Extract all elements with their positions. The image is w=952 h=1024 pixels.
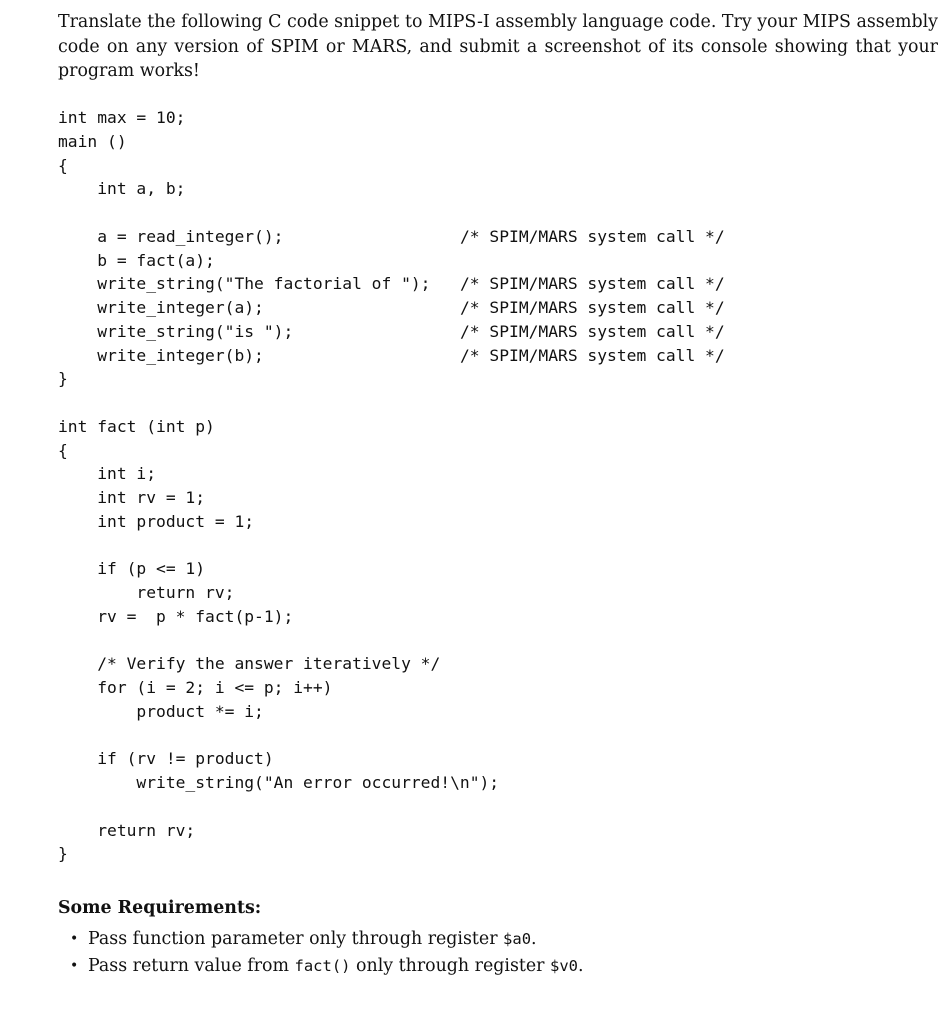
code-text: int product = 1;	[58, 511, 255, 531]
code-text: {	[58, 440, 68, 460]
function-code: fact()	[294, 957, 351, 975]
code-line	[58, 486, 499, 510]
code-line	[58, 771, 499, 795]
code-line	[58, 367, 499, 391]
code-text: return rv;	[58, 820, 196, 840]
code-line	[58, 629, 499, 653]
code-text: write_integer(b);	[58, 345, 264, 365]
code-line	[58, 724, 499, 748]
register-code: $a0	[503, 930, 532, 948]
code-text: write_integer(a);	[58, 298, 264, 317]
code-line	[58, 652, 499, 676]
code-text: int max = 10;	[58, 108, 186, 127]
code-line	[58, 130, 499, 154]
code-line	[58, 201, 499, 225]
code-text: }	[58, 369, 68, 389]
code-text: b = fact(a);	[58, 250, 215, 270]
code-line	[58, 676, 499, 700]
code-line	[58, 747, 499, 771]
document-page	[58, 10, 938, 976]
code-line	[58, 154, 499, 178]
code-text: a = read_integer();	[58, 226, 284, 246]
requirements-section	[58, 896, 584, 980]
code-comment: /* SPIM/MARS system call */	[460, 298, 725, 317]
code-comment: /* SPIM/MARS system call */	[460, 345, 725, 365]
intro-paragraph: Translate the following C code snippet to MIPS-I assembly language code. Try your MIPS assembly code on any version of SPIM or MARS, and submit a screenshot of its console showing that your program works!	[58, 12, 938, 81]
code-line	[58, 106, 499, 130]
code-text: }	[58, 844, 68, 864]
code-line	[58, 510, 499, 534]
code-text: for (i = 2; i <= p; i++)	[58, 678, 333, 697]
code-line	[58, 225, 725, 249]
code-line	[58, 581, 499, 605]
code-text: int rv = 1;	[58, 488, 206, 507]
code-line	[58, 177, 499, 201]
code-text: product *= i;	[58, 701, 264, 721]
code-comment: /* SPIM/MARS system call */	[460, 226, 725, 246]
code-text: write_string("An error occurred!\n");	[58, 773, 500, 792]
code-text: if (p <= 1)	[58, 559, 206, 579]
requirement-item: • Pass return value from fact() only through register $v0.	[88, 953, 584, 980]
code-text: if (rv != product)	[58, 749, 274, 769]
code-text: int i;	[58, 464, 157, 484]
bullet-icon: •	[70, 958, 79, 974]
code-line	[58, 249, 499, 273]
code-line	[58, 700, 499, 724]
code-text: int a, b;	[58, 179, 186, 199]
code-text: int fact (int p)	[58, 416, 215, 436]
code-line	[58, 320, 725, 344]
bullet-icon: •	[70, 931, 79, 947]
code-line	[58, 534, 499, 558]
code-text: /* Verify the answer iteratively */	[58, 654, 441, 674]
code-line	[58, 415, 499, 439]
code-text: main ()	[58, 131, 127, 151]
code-line	[58, 462, 499, 486]
code-line	[58, 819, 499, 843]
register-code: $v0	[550, 957, 579, 975]
code-text: write_string("is ");	[58, 321, 294, 341]
code-line	[58, 842, 499, 866]
code-line	[58, 795, 499, 819]
code-line	[58, 344, 725, 368]
code-line	[58, 391, 499, 415]
code-comment: /* SPIM/MARS system call */	[460, 274, 725, 294]
code-line	[58, 605, 499, 629]
requirement-item: • Pass function parameter only through register $a0.	[88, 926, 584, 953]
code-text: {	[58, 155, 68, 175]
code-line	[58, 296, 725, 320]
code-text: write_string("The factorial of ");	[58, 274, 431, 294]
code-line	[58, 439, 499, 463]
code-line	[58, 557, 499, 581]
code-line	[58, 272, 725, 296]
code-listing	[58, 106, 725, 866]
code-text: rv = p * fact(p-1);	[58, 606, 294, 626]
requirements-list	[58, 926, 584, 980]
requirements-heading: Some Requirements:	[58, 898, 262, 918]
code-comment: /* SPIM/MARS system call */	[460, 321, 725, 341]
code-text: return rv;	[58, 583, 235, 602]
